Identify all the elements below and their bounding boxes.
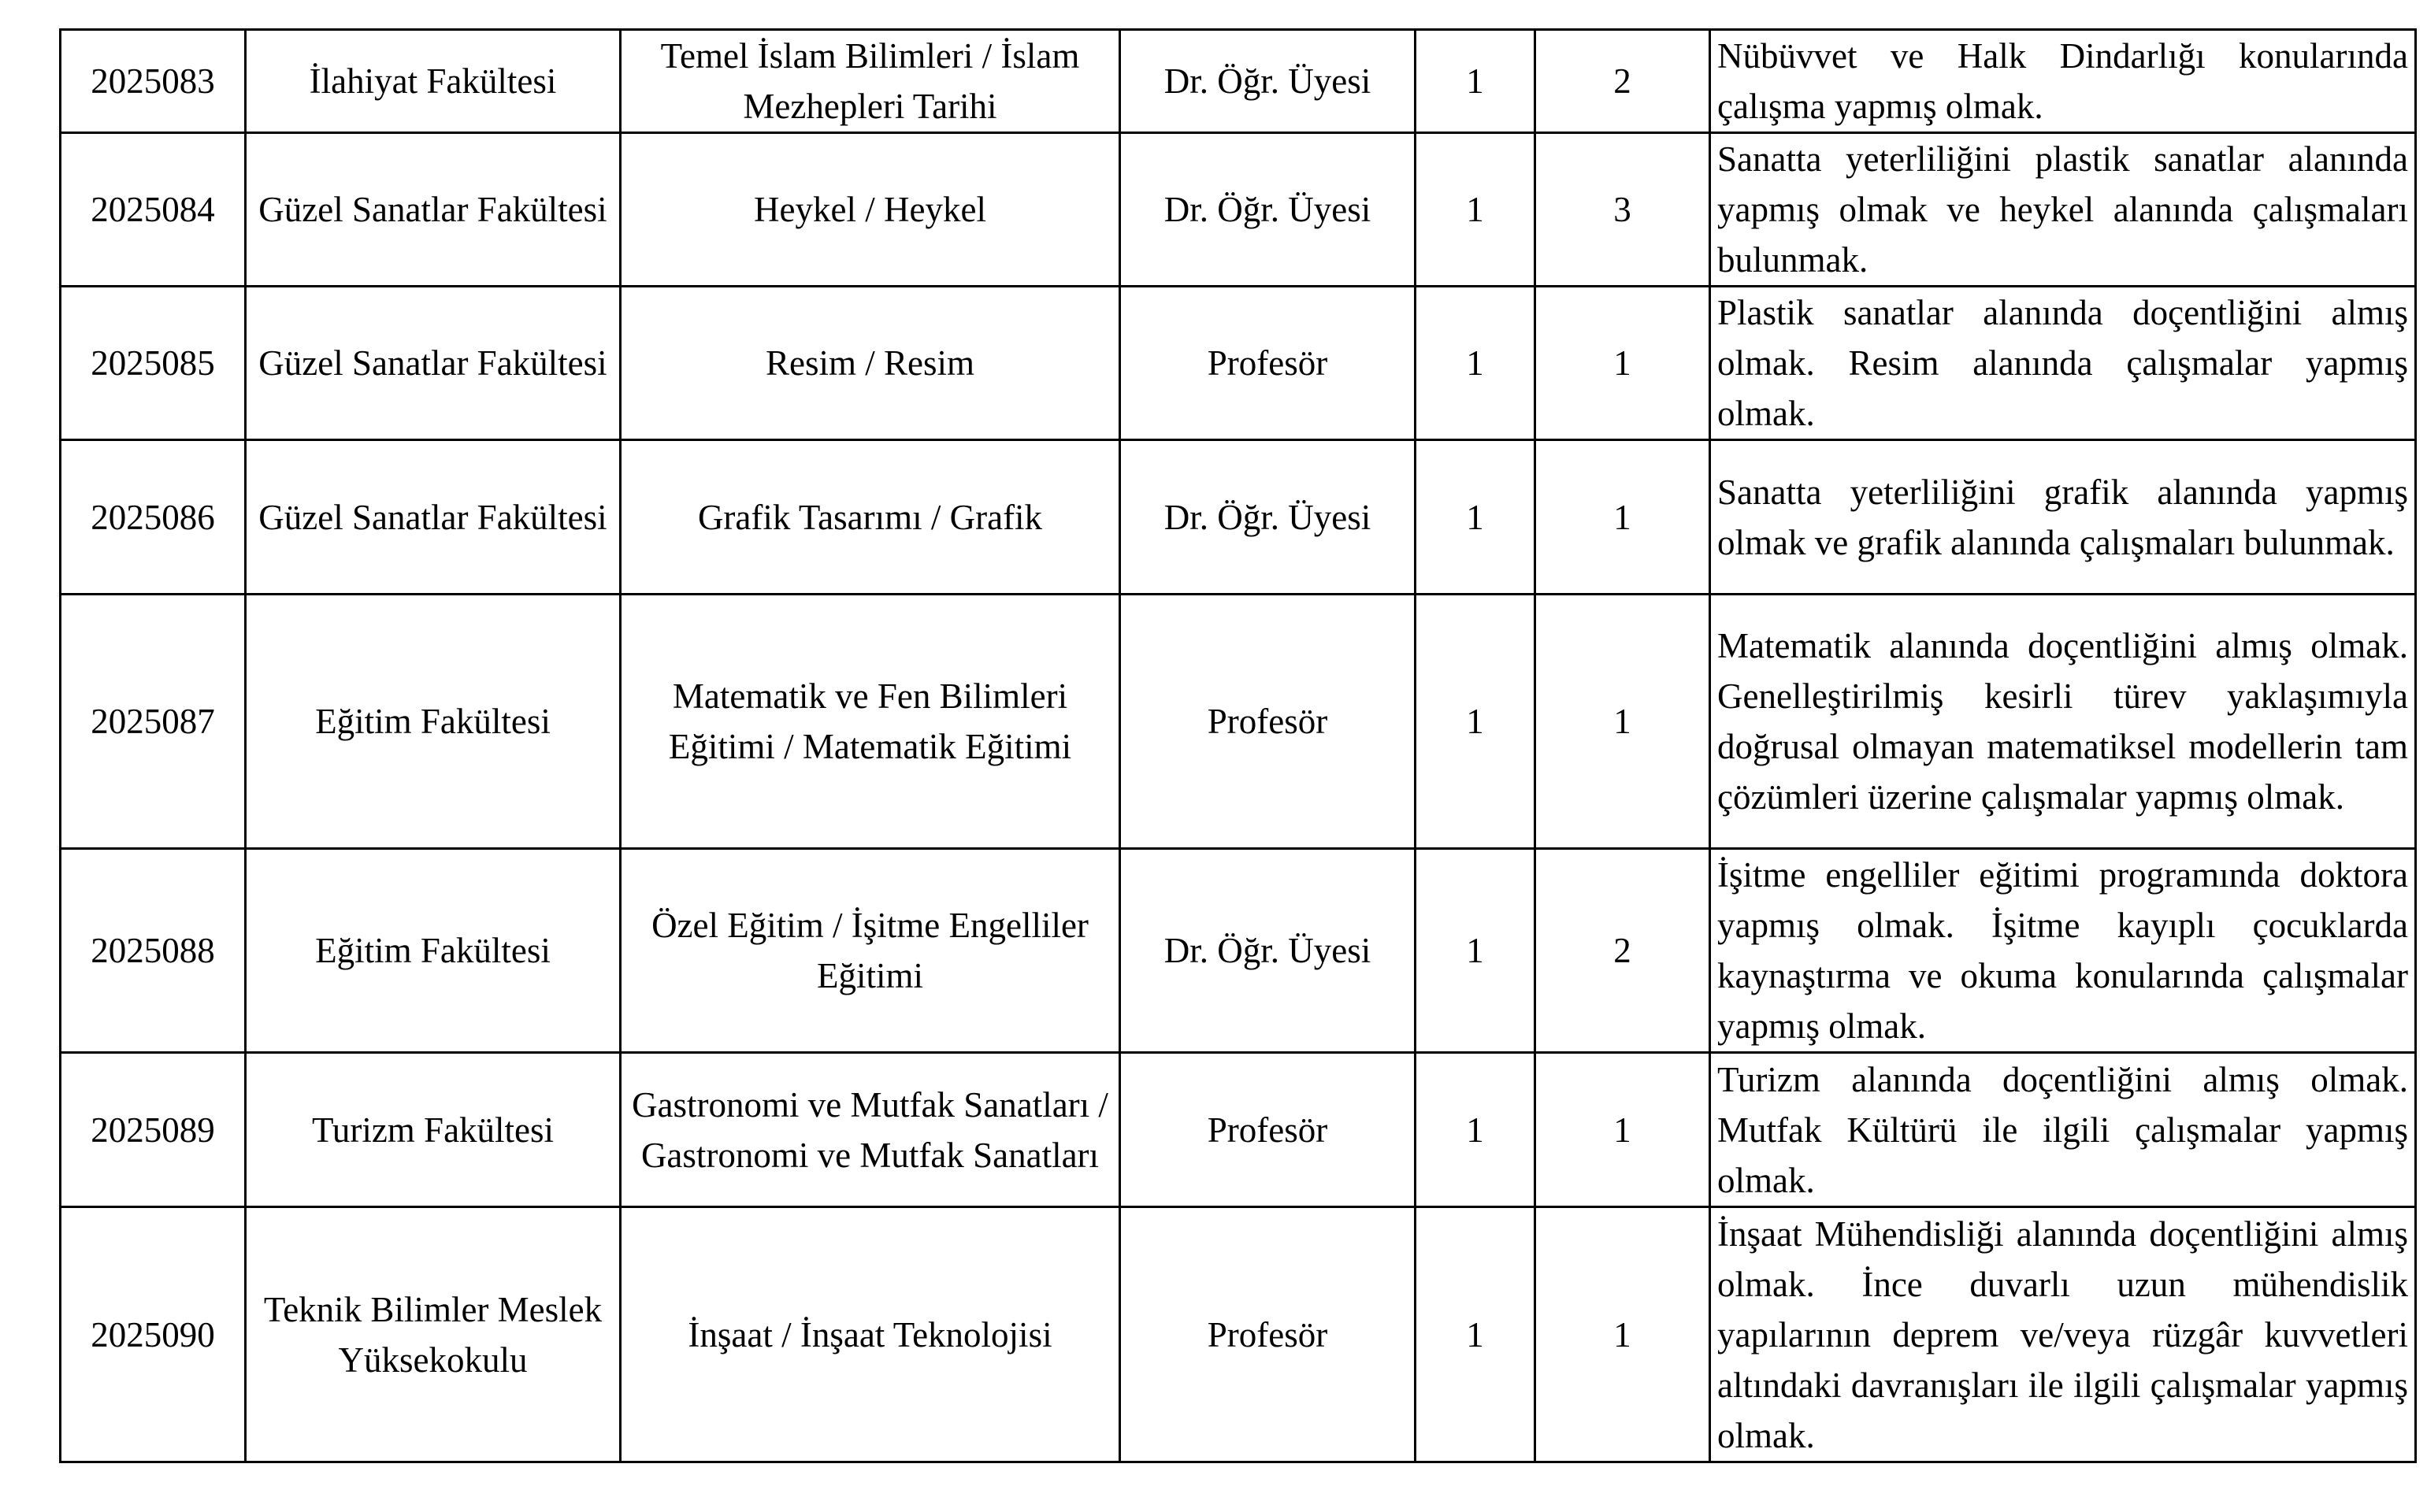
- unit-cell: Güzel Sanatlar Fakültesi: [246, 133, 621, 287]
- degree-cell: 1: [1416, 849, 1535, 1053]
- position-count-cell: 3: [1535, 133, 1710, 287]
- requirement-cell: İşitme engelliler eğitimi programında doktora yapmış olmak. İşitme kayıplı çocuklarda kaynaştırma ve okuma konularında çalışmalar yapmış olmak.: [1710, 849, 2416, 1053]
- department-cell: Matematik ve Fen Bilimleri Eğitimi / Matematik Eğitimi: [621, 595, 1120, 849]
- requirement-cell: Sanatta yeterliliğini plastik sanatlar alanında yapmış olmak ve heykel alanında çalışmaları bulunmak.: [1710, 133, 2416, 287]
- positions-table: [59, 28, 2417, 1463]
- table-row: [61, 1053, 2416, 1207]
- position-code-cell: 2025087: [61, 595, 246, 849]
- table-row: [61, 595, 2416, 849]
- unit-cell: Turizm Fakültesi: [246, 1053, 621, 1207]
- department-cell: Heykel / Heykel: [621, 133, 1120, 287]
- degree-cell: 1: [1416, 287, 1535, 440]
- position-count-cell: 1: [1535, 1207, 1710, 1462]
- degree-cell: 1: [1416, 1207, 1535, 1462]
- academic-title-cell: Dr. Öğr. Üyesi: [1120, 849, 1416, 1053]
- requirement-cell: Nübüvvet ve Halk Dindarlığı konularında çalışma yapmış olmak.: [1710, 30, 2416, 133]
- department-cell: Temel İslam Bilimleri / İslam Mezhepleri Tarihi: [621, 30, 1120, 133]
- department-cell: İnşaat / İnşaat Teknolojisi: [621, 1207, 1120, 1462]
- requirement-cell: Turizm alanında doçentliğini almış olmak. Mutfak Kültürü ile ilgili çalışmalar yapmış olmak.: [1710, 1053, 2416, 1207]
- position-count-cell: 1: [1535, 440, 1710, 595]
- position-code-cell: 2025085: [61, 287, 246, 440]
- table-row: [61, 849, 2416, 1053]
- table-row: [61, 440, 2416, 595]
- requirement-cell: İnşaat Mühendisliği alanında doçentliğini almış olmak. İnce duvarlı uzun mühendislik yapılarının deprem ve/veya rüzgâr kuvvetleri altındaki davranışları ile ilgili çalışmalar yapmış olmak.: [1710, 1207, 2416, 1462]
- position-count-cell: 1: [1535, 1053, 1710, 1207]
- position-code-cell: 2025088: [61, 849, 246, 1053]
- unit-cell: Teknik Bilimler Meslek Yüksekokulu: [246, 1207, 621, 1462]
- degree-cell: 1: [1416, 30, 1535, 133]
- degree-cell: 1: [1416, 1053, 1535, 1207]
- unit-cell: Güzel Sanatlar Fakültesi: [246, 287, 621, 440]
- department-cell: Özel Eğitim / İşitme Engelliler Eğitimi: [621, 849, 1120, 1053]
- academic-title-cell: Dr. Öğr. Üyesi: [1120, 30, 1416, 133]
- requirement-cell: Matematik alanında doçentliğini almış olmak. Genelleştirilmiş kesirli türev yaklaşımıyla doğrusal olmayan matematiksel modellerin tam çözümleri üzerine çalışmalar yapmış olmak.: [1710, 595, 2416, 849]
- department-cell: Gastronomi ve Mutfak Sanatları / Gastronomi ve Mutfak Sanatları: [621, 1053, 1120, 1207]
- department-cell: Resim / Resim: [621, 287, 1120, 440]
- degree-cell: 1: [1416, 440, 1535, 595]
- unit-cell: Eğitim Fakültesi: [246, 849, 621, 1053]
- position-code-cell: 2025083: [61, 30, 246, 133]
- table-row: [61, 1207, 2416, 1462]
- unit-cell: İlahiyat Fakültesi: [246, 30, 621, 133]
- position-code-cell: 2025090: [61, 1207, 246, 1462]
- unit-cell: Güzel Sanatlar Fakültesi: [246, 440, 621, 595]
- position-code-cell: 2025089: [61, 1053, 246, 1207]
- academic-title-cell: Dr. Öğr. Üyesi: [1120, 133, 1416, 287]
- position-count-cell: 2: [1535, 849, 1710, 1053]
- position-code-cell: 2025084: [61, 133, 246, 287]
- requirement-cell: Plastik sanatlar alanında doçentliğini almış olmak. Resim alanında çalışmalar yapmış olmak.: [1710, 287, 2416, 440]
- academic-title-cell: Profesör: [1120, 595, 1416, 849]
- position-code-cell: 2025086: [61, 440, 246, 595]
- position-count-cell: 1: [1535, 595, 1710, 849]
- table-row: [61, 287, 2416, 440]
- academic-title-cell: Profesör: [1120, 287, 1416, 440]
- department-cell: Grafik Tasarımı / Grafik: [621, 440, 1120, 595]
- position-count-cell: 1: [1535, 287, 1710, 440]
- position-count-cell: 2: [1535, 30, 1710, 133]
- requirement-cell: Sanatta yeterliliğini grafik alanında yapmış olmak ve grafik alanında çalışmaları bulunmak.: [1710, 440, 2416, 595]
- unit-cell: Eğitim Fakültesi: [246, 595, 621, 849]
- positions-table-body: [61, 30, 2416, 1462]
- degree-cell: 1: [1416, 595, 1535, 849]
- degree-cell: 1: [1416, 133, 1535, 287]
- academic-title-cell: Dr. Öğr. Üyesi: [1120, 440, 1416, 595]
- table-row: [61, 30, 2416, 133]
- academic-title-cell: Profesör: [1120, 1207, 1416, 1462]
- table-row: [61, 133, 2416, 287]
- academic-title-cell: Profesör: [1120, 1053, 1416, 1207]
